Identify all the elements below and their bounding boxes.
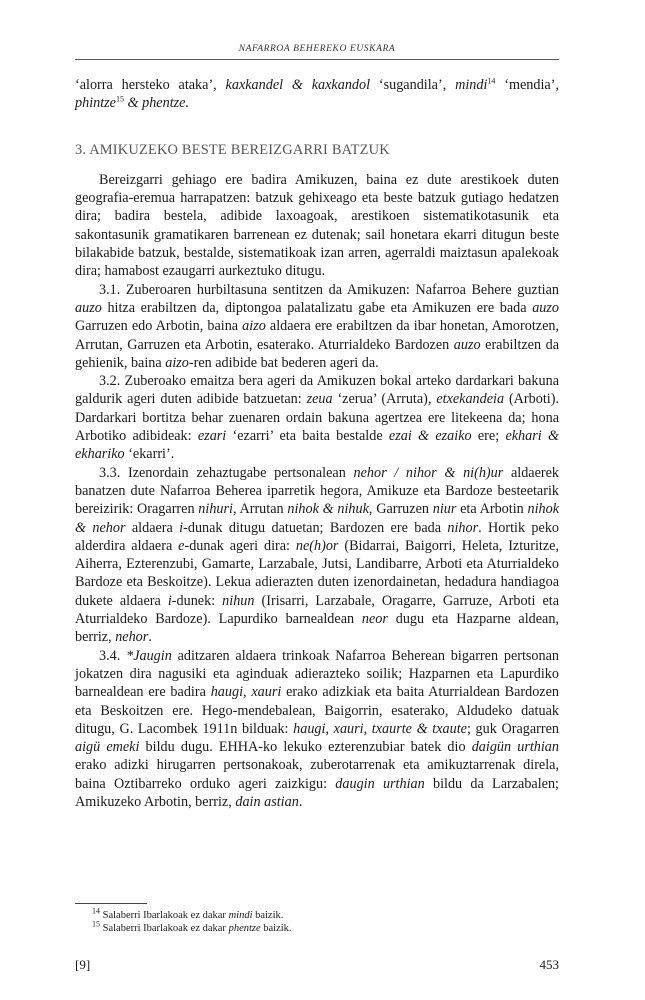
footnotes bbox=[75, 906, 559, 935]
page-bracket-number: [9] bbox=[75, 957, 91, 972]
paragraph-3-4: 3.4. *Jaugin aditzaren aldaera trinkoak Nafarroa Beherean bigarren pertsonan jokatzen dira nagusiki eta aginduak adierazteko soilik; Hazparnen eta Lapurdiko barnealdean ere badira haugi, xauri erako adizkiak eta baita Aturrialdean Bardozen eta Beskoitzen ere. Hego-mendebalean, Baigorrin, esaterako, Aldudeko datuak ditugu, G. Lacombek 1911n bilduak: haugi, xauri, txaurte & txaute; guk Oragarren aigü emeki bildu dugu. EHHA-ko lekuko ezterenzubiar batek dio daigün urthian erako adizki hirugarren pertsonakoak, zuberotarrenak eta amikuztarrenak direla, baina Oztibarreko orduko ageri zaizkigu: daugin urthian bildu da Larzabalen; Amikuzeko Arbotin, berriz, dain astian. bbox=[75, 647, 560, 810]
footnote-ref-15: 15 bbox=[115, 94, 124, 104]
section-title: 3. AMIKUZEKO BESTE BEREIZGARRI BATZUK bbox=[75, 141, 390, 158]
footnote-rule bbox=[75, 903, 147, 904]
running-header: NAFARROA BEHEREKO EUSKARA bbox=[238, 44, 396, 54]
footnote-15: $^{15}$ Salaberri Ibarlakoak ez dakar phentze baizik. bbox=[92, 919, 292, 934]
paragraph-3-2: 3.2. Zuberoako emaitza bera ageri da Amikuzen bokal arteko dardarkari bakuna galdurik ageri duten adibide batzuetan: zeua ‘zerua’ (Arruta), etxekandeia (Arboti). Dardarkari bortitza behar zuenaren ordain bakuna agertzea ere litekeena da; hona Arbotiko adibideak: ezari ‘ezarri’ eta baita bestalde ezai & ezaiko ere; ekhari & ekhariko ‘ekarri’. bbox=[75, 373, 559, 463]
footnote-ref-14: 14 bbox=[487, 76, 496, 86]
paragraph-3-3: 3.3. Izenordain zehaztugabe pertsonalean nehor / nihor & ni(h)ur aldaerek banatzen dute Nafarroa Beherea iparretik hegora, Amikuze eta Bardoze besteetarik bereizirik: Oragarren nihuri, Arrutan nihok & nihuk, Garruzen niur eta Arbotin nihok & nehor aldaera i-dunak ditugu datuetan; Bardozen ere bada nihor. Hortik peko alderdira aldaera e-dunak ageri dira: ne(h)or (Bidarrai, Baigorri, Heleta, Izturitze, Aiherra, Ezterenzubi, Gamarte, Larzabale, Jutsi, Landibarre, Arboti eta Aturrialdeko Bardoze eta Beskoitze). Lekua adierazten duten izenordainetan, hedadura handiagoa dukete aldaera i-dunek: nihun (Irisarri, Larzabale, Oragarre, Garruze, Arboti eta Aturrialdeko Bardoze). Lapurdiko barnealdean neor dugu eta Hazparne aldean, berriz, nehor. bbox=[75, 464, 560, 646]
main-text bbox=[75, 76, 559, 811]
page-number: 453 bbox=[539, 957, 559, 972]
paragraph-intro: Bereizgarri gehiago ere badira Amikuzen, baina ez dute arestikoek duten geografia-eremua harrapatzen: batzuk gehixeago eta beste batzuk gutiago hedatzen dira; badira bestela, adibide laxoagoak, arestikoen sistematikotasunik eta sakontasunik gramatikaren barrenean ez dutenak; sail honetara ekarri ditugun beste bilakabide batzuk, bestalde, sistematikoak izan arren, agerraldi maiztasun apalekoak dira; hamabost ezaugarri aurkeztuko ditugu. bbox=[75, 171, 559, 280]
footnote-14: $^{14}$ Salaberri Ibarlakoak ez dakar mindi baizik. bbox=[92, 906, 284, 921]
header-rule bbox=[75, 59, 559, 60]
intro-paragraph: ‘alorra hersteko ataka’, kaxkandel & kaxkandol ‘sugandila’, mindi$^{14}$ ‘mendia’, phintze$^{15}$ & phentze. bbox=[75, 76, 559, 112]
paragraph-3-1: 3.1. Zuberoaren hurbiltasuna sentitzen da Amikuzen: Nafarroa Behere guztian auzo hitza erabiltzen da, diptongoa palatalizatu gabe eta Amikuzen ere bada auzo Garruzen edo Arbotin, baina aizo aldaera ere erabiltzen da ibar honetan, Amorotzen, Arrutan, Garruzen eta Arbotin, esaterako. Aturrialdeko Bardozen auzo erabiltzen da gehienik, baina aizo-ren adibide bat bederen ageri da. bbox=[75, 281, 560, 371]
